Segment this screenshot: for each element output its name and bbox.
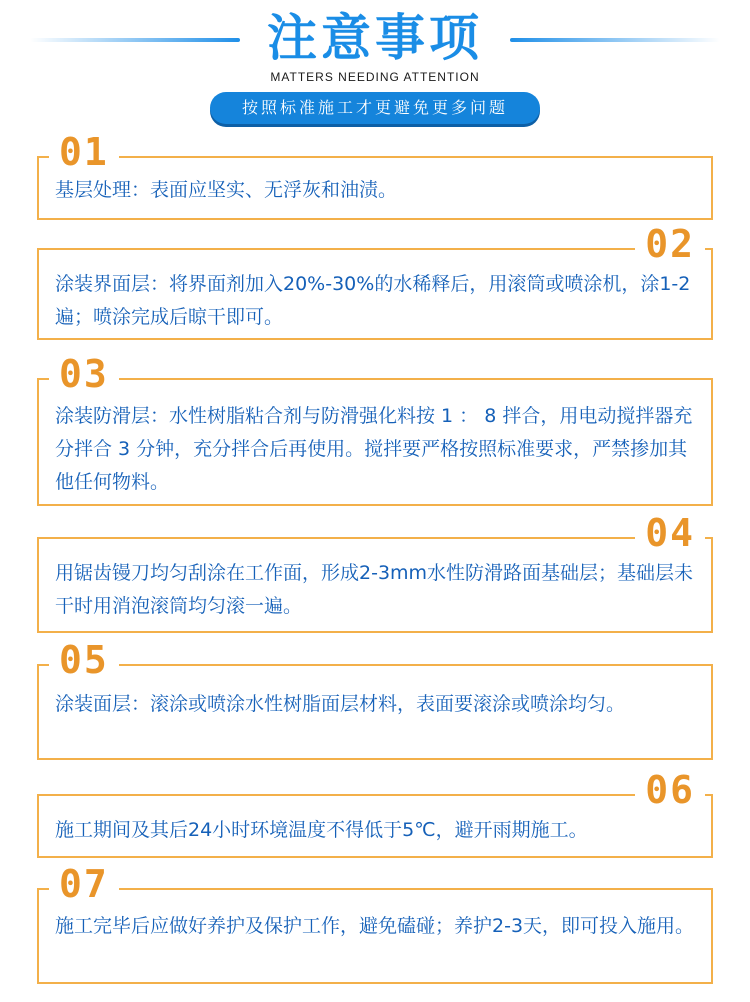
item-card-03 bbox=[37, 352, 713, 506]
item-number: 05 bbox=[49, 638, 119, 682]
page-title: 注意事项 bbox=[267, 9, 483, 67]
item-number: 01 bbox=[49, 130, 119, 174]
item-number: 03 bbox=[49, 352, 119, 396]
item-number: 07 bbox=[49, 862, 119, 906]
item-card-02 bbox=[37, 222, 713, 340]
header bbox=[0, 0, 750, 140]
item-card-05 bbox=[37, 638, 713, 760]
item-text: 用锯齿镘刀均匀刮涂在工作面，形成2-3mm水性防滑路面基础层；基础层未干时用消泡滚筒均匀滚一遍。 bbox=[55, 562, 694, 617]
item-card-01 bbox=[37, 130, 713, 220]
item-card-07 bbox=[37, 862, 713, 984]
item-number: 04 bbox=[635, 511, 705, 555]
item-text: 涂装界面层：将界面剂加入20%-30%的水稀释后，用滚筒或喷涂机，涂1-2遍；喷涂完成后晾干即可。 bbox=[55, 273, 691, 328]
item-card-06 bbox=[37, 768, 713, 858]
item-number: 06 bbox=[635, 768, 705, 812]
item-text: 基层处理：表面应坚实、无浮灰和油渍。 bbox=[55, 179, 398, 201]
item-card-04 bbox=[37, 511, 713, 633]
item-number: 02 bbox=[635, 222, 705, 266]
item-text: 涂装面层：滚涂或喷涂水性树脂面层材料，表面要滚涂或喷涂均匀。 bbox=[55, 693, 626, 715]
page-subtitle: MATTERS NEEDING ATTENTION bbox=[270, 70, 480, 84]
item-text: 涂装防滑层：水性树脂粘合剂与防滑强化料按 1 ： 8 拌合，用电动搅拌器充分拌合 3 分钟，充分拌合后再使用。搅拌要严格按照标准要求，严禁掺加其他任何物料。 bbox=[55, 405, 693, 493]
item-text: 施工期间及其后24小时环境温度不得低于5℃，避开雨期施工。 bbox=[55, 819, 588, 841]
notice-pill: 按照标准施工才更避免更多问题 bbox=[210, 92, 540, 124]
item-text: 施工完毕后应做好养护及保护工作，避免磕碰；养护2-3天，即可投入施用。 bbox=[55, 915, 695, 937]
